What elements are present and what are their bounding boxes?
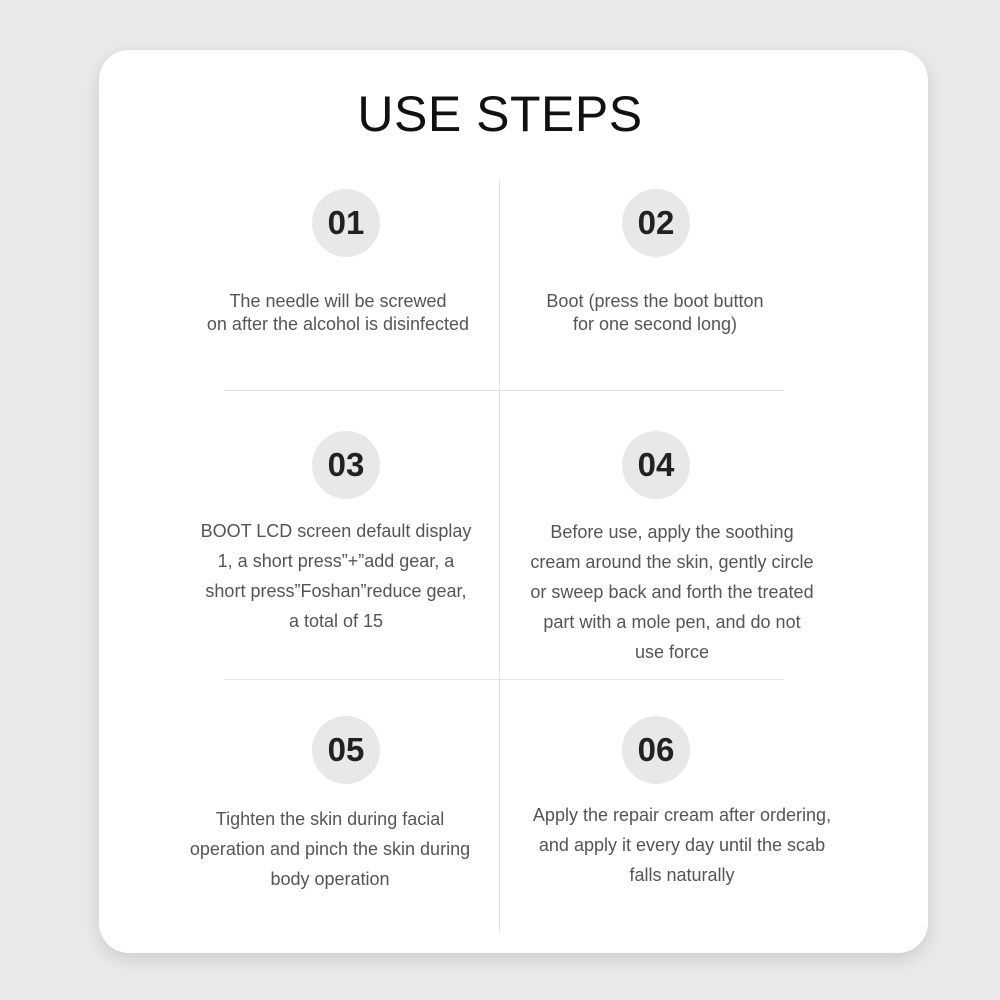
step-06-line-3: falls naturally — [629, 865, 735, 885]
step-06-description — [512, 800, 852, 890]
page-title: USE STEPS — [357, 86, 643, 142]
step-01-line-2: on after the alcohol is disinfected — [206, 314, 470, 334]
step-03-description — [166, 516, 506, 636]
step-04-line-1: Before use, apply the soothing — [550, 522, 794, 542]
step-05-badge: 05 — [312, 716, 380, 784]
step-03-badge: 03 — [312, 431, 380, 499]
step-04-description — [502, 517, 842, 667]
step-03-line-1: BOOT LCD screen default display — [200, 521, 472, 541]
step-02-line-2: for one second long) — [572, 314, 738, 334]
step-02-badge: 02 — [622, 189, 690, 257]
step-01-badge: 01 — [312, 189, 380, 257]
step-04-line-3: or sweep back and forth the treated — [530, 582, 814, 602]
step-04-line-2: cream around the skin, gently circle — [530, 552, 814, 572]
step-01-line-1: The needle will be screwed — [229, 291, 447, 311]
step-05-line-3: body operation — [270, 869, 390, 889]
step-05-line-1: Tighten the skin during facial — [215, 809, 445, 829]
step-03-line-2: 1, a short press”+”add gear, a — [217, 551, 455, 571]
step-05-line-2: operation and pinch the skin during — [189, 839, 471, 859]
step-03-line-4: a total of 15 — [288, 611, 384, 631]
step-02-line-1: Boot (press the boot button — [546, 291, 764, 311]
step-02-description — [485, 290, 825, 336]
step-03-line-3: short press”Foshan”reduce gear, — [205, 581, 467, 601]
step-01-description — [168, 290, 508, 336]
step-06-badge: 06 — [622, 716, 690, 784]
step-05-description — [160, 804, 500, 894]
step-04-badge: 04 — [622, 431, 690, 499]
step-04-line-4: part with a mole pen, and do not — [543, 612, 801, 632]
horizontal-divider-2 — [224, 679, 784, 680]
horizontal-divider-1 — [224, 390, 784, 391]
step-06-line-2: and apply it every day until the scab — [538, 835, 826, 855]
step-06-line-1: Apply the repair cream after ordering, — [532, 805, 832, 825]
step-04-line-5: use force — [634, 642, 710, 662]
